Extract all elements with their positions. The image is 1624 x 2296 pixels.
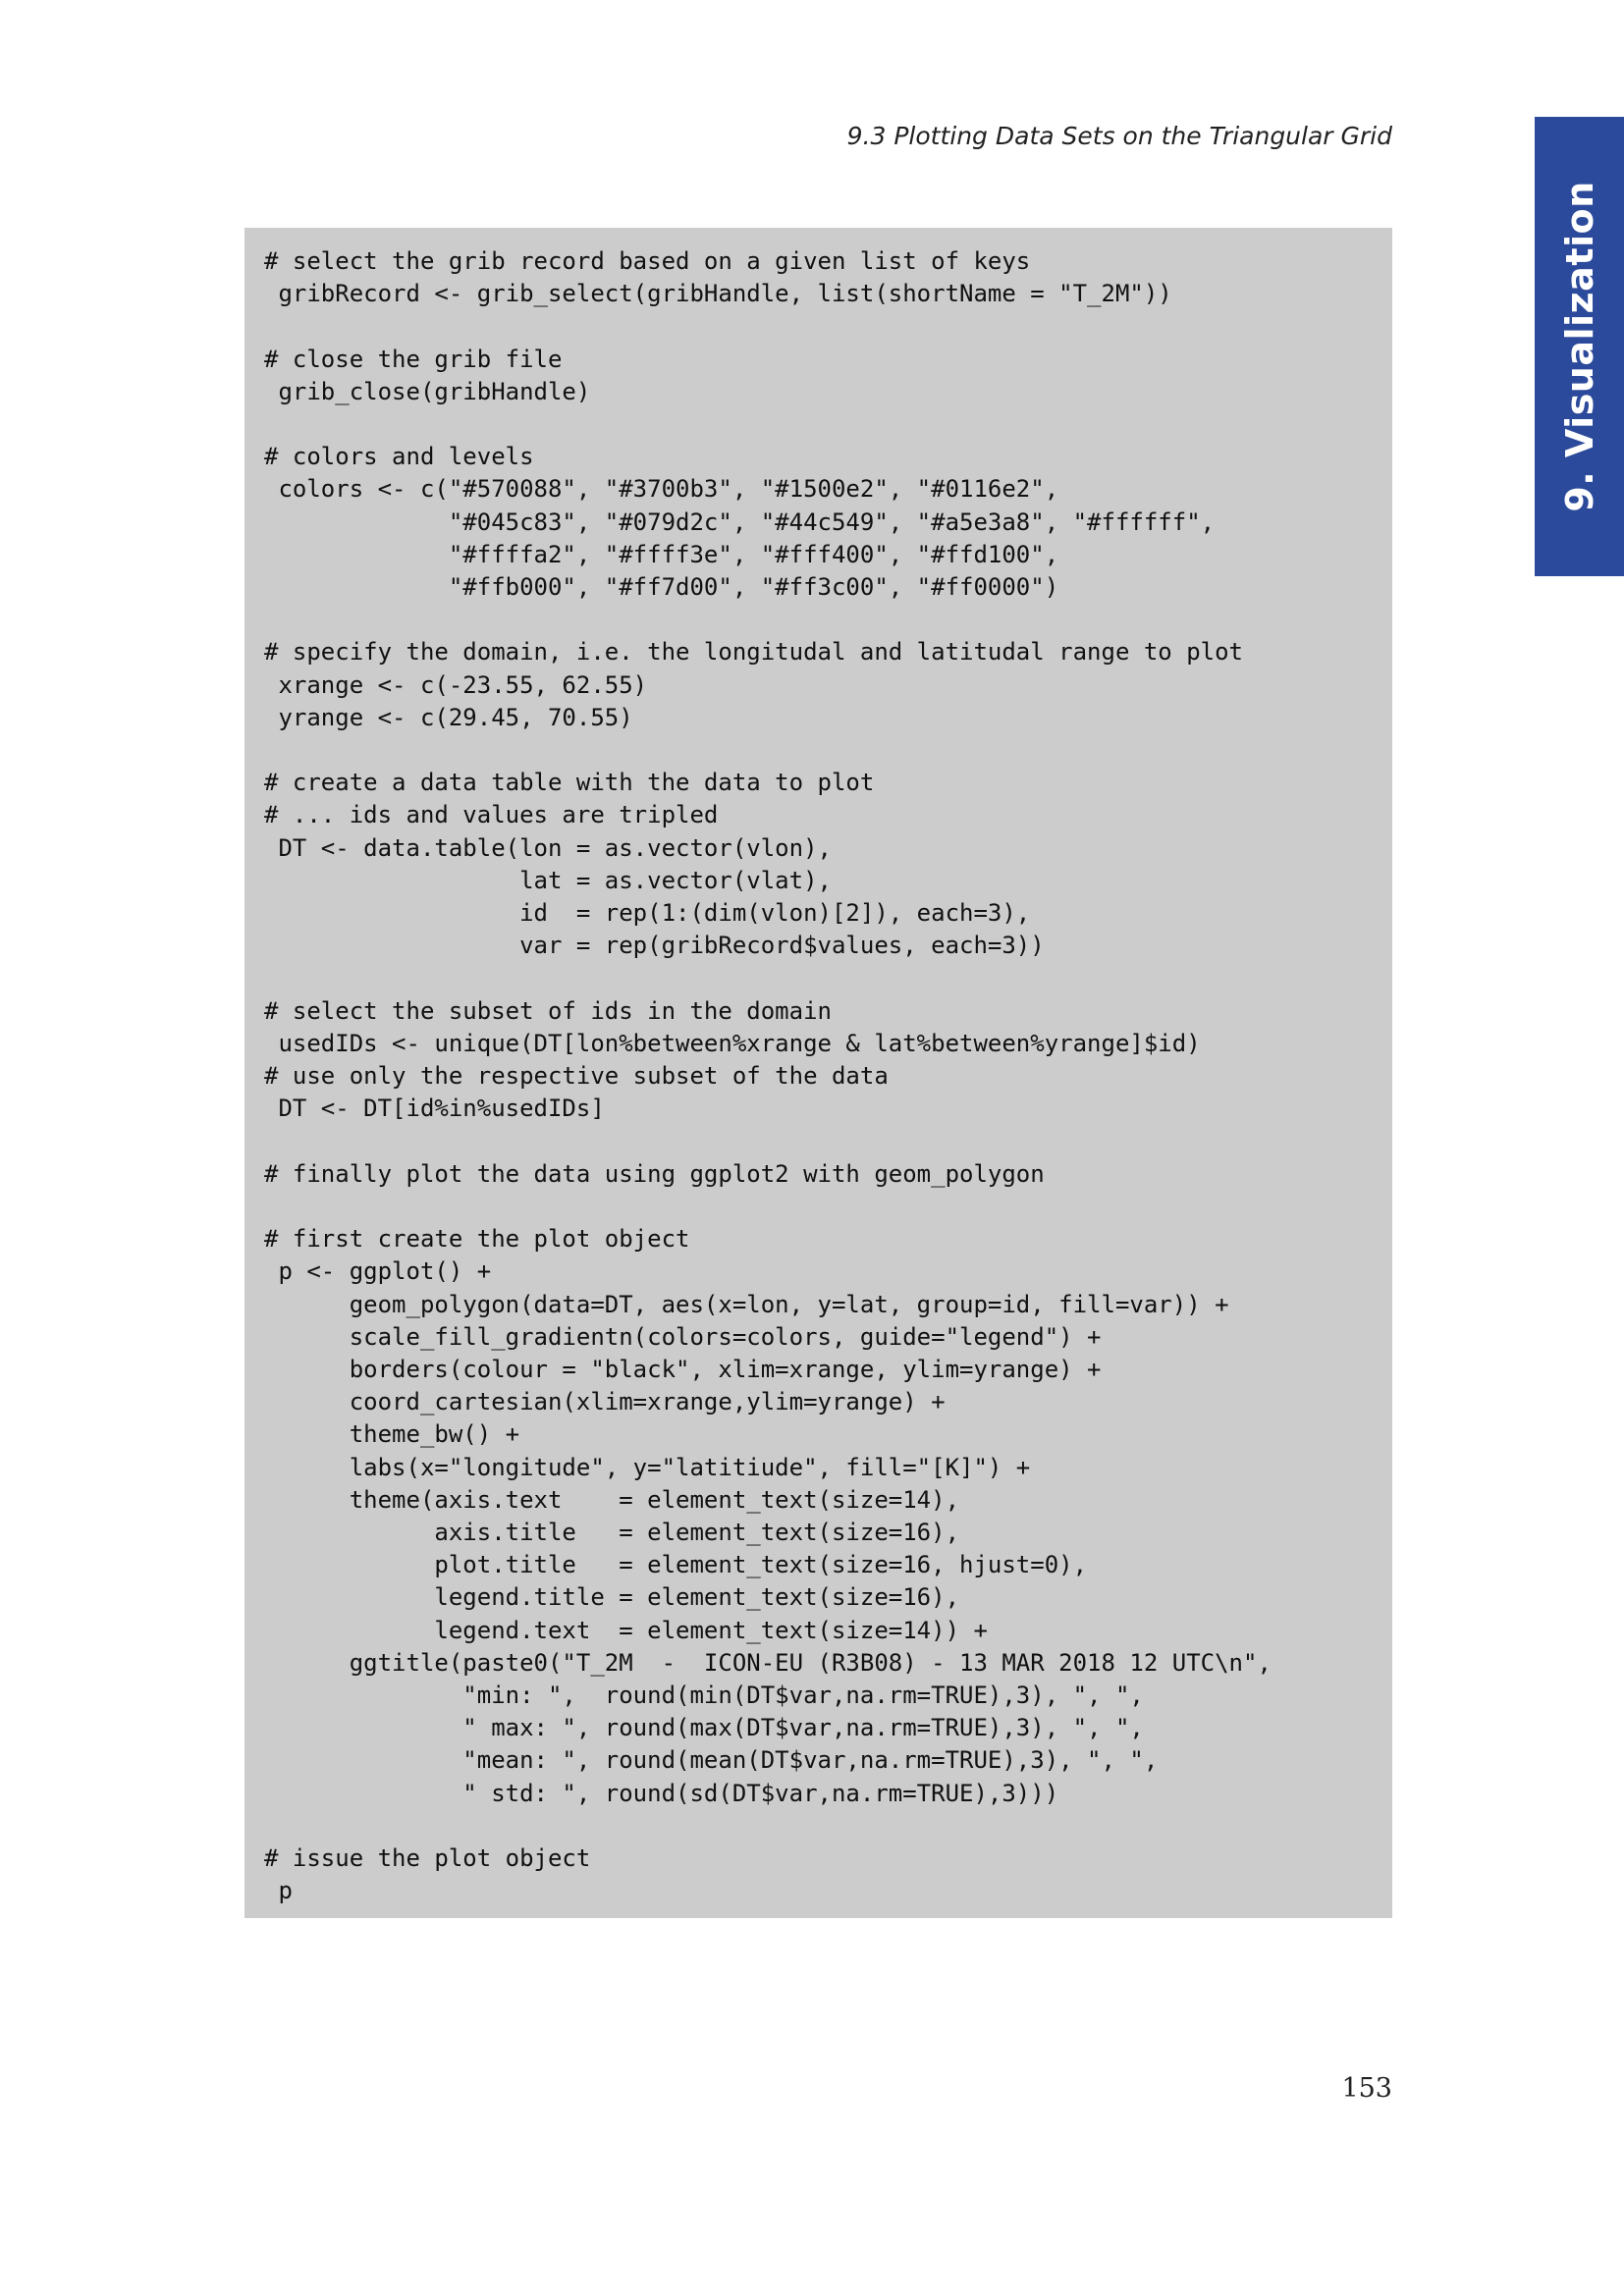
chapter-tab [1535,117,1624,576]
code-listing [244,228,1392,1918]
running-header: 9.3 Plotting Data Sets on the Triangular Grid [846,122,1392,150]
chapter-tab-label: 9. Visualization [1558,181,1601,512]
page-number: 153 [1341,2073,1392,2104]
code-text: # select the grib record based on a given list of keys gribRecord <- grib_select(gribHandle, list(shortName = "T_2M")) # close the grib file grib_close(gribHandle) # colors and levels colors <- c("#570088", "#3700b3", "#1500e2", "#0116e2", "#045c83", "#079d2c", "#44c549", "#a5e3a8", "#ffffff", "#ffffa2", "#ffff3e", "#fff400", "#ffd100", "#ffb000", "#ff7d00", "#ff3c00", "#ff0000") # specify the domain, i.e. the longitudal and latitudal range to plot xrange <- c(-23.55, 62.55) yrange <- c(29.45, 70.55) # create a data table with the data to plot # ... ids and values are tripled DT <- data.table(lon = as.vector(vlon), lat = as.vector(vlat), id = rep(1:(dim(vlon)[2]), each=3), var = rep(gribRecord$values, each=3)) # select the subset of ids in the domain usedIDs <- unique(DT[lon%between%xrange & lat%between%yrange]$id) # use only the respective subset of the data DT <- DT[id%in%usedIDs] # finally plot the data using ggplot2 with geom_polygon # first create the plot object p <- ggplot() + geom_polygon(data=DT, aes(x=lon, y=lat, group=id, fill=var)) + scale_fill_gradientn(colors=colors, guide="legend") + borders(colour = "black", xlim=xrange, ylim=yrange) + coord_cartesian(xlim=xrange,ylim=yrange) + theme_bw() + labs(x="longitude", y="latitiude", fill="[K]") + theme(axis.text = element_text(size=14), axis.title = element_text(size=16), plot.title = element_text(size=16, hjust=0), legend.title = element_text(size=16), legend.text = element_text(size=14)) + ggtitle(paste0("T_2M - ICON-EU (R3B08) - 13 MAR 2018 12 UTC\n", "min: ", round(min(DT$var,na.rm=TRUE),3), ", ", " max: ", round(max(DT$var,na.rm=TRUE),3), ", ", "mean: ", round(mean(DT$var,na.rm=TRUE),3), ", ", " std: ", round(sd(DT$var,na.rm=TRUE),3))) # issue the plot object p [264,247,1272,1905]
